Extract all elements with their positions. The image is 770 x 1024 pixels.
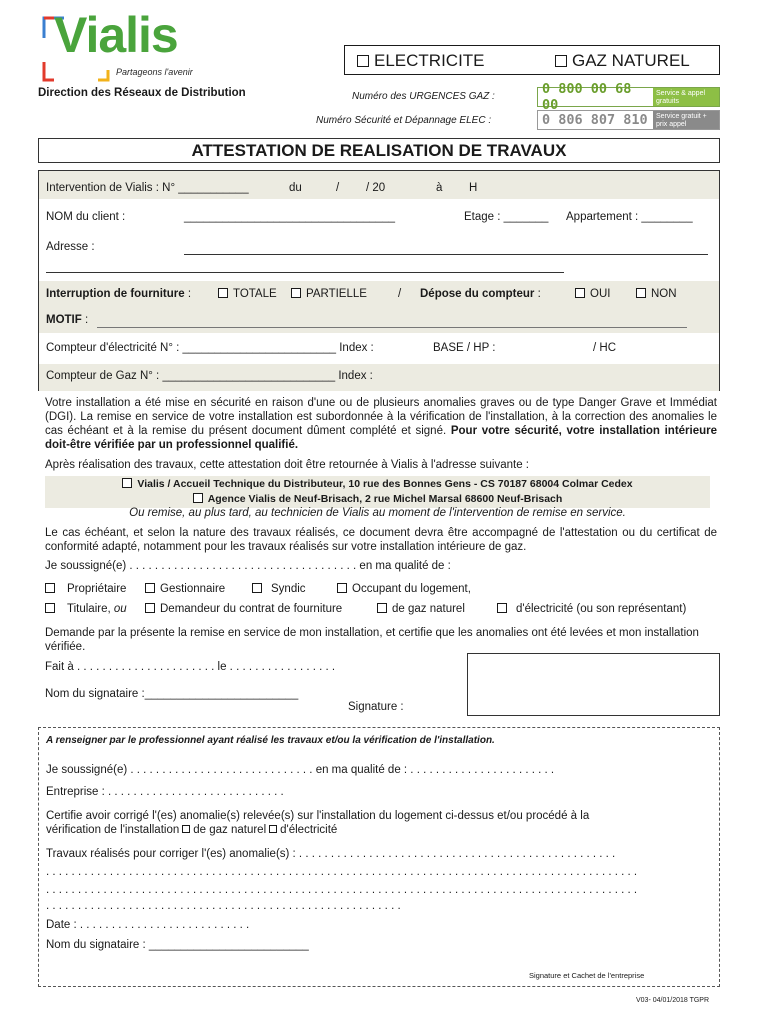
pro-entreprise-line[interactable]: Entreprise : . . . . . . . . . . . . . . . . . . . . . . . . . . . . xyxy=(46,786,284,798)
security-paragraph xyxy=(45,396,717,452)
time-h: H xyxy=(469,182,478,194)
oui-checkbox[interactable] xyxy=(575,288,585,298)
pro-dots-line-3[interactable]: . . . . . . . . . . . . . . . . . . . . . . . . . . . . . . . . . . . . . . . . . . . . . . . . . . . . . . . . xyxy=(46,900,401,912)
gestionnaire-label: Gestionnaire xyxy=(160,583,226,595)
gaz-naturel-option[interactable] xyxy=(377,603,465,615)
proprietaire-checkbox[interactable] xyxy=(45,583,55,593)
non-label: NON xyxy=(651,288,677,300)
colmar-checkbox[interactable] xyxy=(122,478,132,488)
adresse-label: Adresse : xyxy=(46,241,95,253)
pro-gaz-checkbox[interactable] xyxy=(182,825,190,833)
professional-header: A renseigner par le professionnel ayant réalisé les travaux et/ou la vérification de l'installation. xyxy=(46,735,495,746)
gaz-naturel-label: de gaz naturel xyxy=(392,603,465,615)
totale-label: TOTALE xyxy=(233,288,277,300)
compteur-gaz-field[interactable]: Compteur de Gaz N° : ___________________________ Index : xyxy=(46,370,373,382)
oui-option[interactable] xyxy=(575,288,610,300)
syndic-checkbox[interactable] xyxy=(252,583,262,593)
pro-elec-checkbox[interactable] xyxy=(269,825,277,833)
totale-checkbox[interactable] xyxy=(218,288,228,298)
demande-paragraph: Demande par la présente la remise en service de mon installation, et certifie que les anomalies ont été levées et mon installation vérifiée. xyxy=(45,627,699,653)
nom-signataire-line[interactable]: Nom du signataire :________________________ xyxy=(45,688,299,700)
depose-text: Dépose du compteur xyxy=(420,288,535,300)
demandeur-checkbox[interactable] xyxy=(145,603,155,613)
pro-nom-signataire-line[interactable]: Nom du signataire : _________________________ xyxy=(46,939,309,951)
page-title: ATTESTATION DE REALISATION DE TRAVAUX xyxy=(191,141,567,160)
pro-dots-line-2[interactable]: . . . . . . . . . . . . . . . . . . . . . . . . . . . . . . . . . . . . . . . . . . . . . . . . . . . . . . . . . . . . . . . . . . . . . . . . . . . . . . . . . . . . . . . . . . . . . xyxy=(46,884,638,896)
depose-label xyxy=(420,288,541,300)
urgences-elec-label: Numéro Sécurité et Dépannage ELEC : xyxy=(316,115,492,126)
electricite-contrat-checkbox[interactable] xyxy=(497,603,507,613)
intervention-label[interactable]: Intervention de Vialis : N° ___________ xyxy=(46,182,249,194)
date-slash-1: / xyxy=(336,182,340,194)
syndic-option[interactable] xyxy=(252,583,306,595)
gaz-option[interactable] xyxy=(555,51,690,71)
nom-client-field[interactable]: _________________________________ xyxy=(184,211,396,223)
pro-soussigne-line[interactable]: Je soussigné(e) . . . . . . . . . . . . . . . . . . . . . . . . . . . . . en ma qualité de : . . . . . . . . . . . . . . . . . . . . . . . xyxy=(46,764,555,776)
colmar-address: Vialis / Accueil Technique du Distributeur, 10 rue des Bonnes Gens - CS 70187 68004 Colmar Cedex xyxy=(137,478,633,490)
qualite-row-1 xyxy=(45,583,725,599)
adresse-field-line-2[interactable] xyxy=(46,272,564,273)
partielle-option[interactable] xyxy=(291,288,367,300)
gaz-checkbox[interactable] xyxy=(555,55,567,67)
professional-section xyxy=(38,727,720,987)
pro-gaz-label: de gaz naturel xyxy=(193,824,267,836)
occupant-option[interactable] xyxy=(337,583,471,595)
page-title-box xyxy=(38,138,720,163)
electricite-label: ELECTRICITE xyxy=(374,51,485,70)
elec-phone-number: 0 806 807 810 xyxy=(542,112,648,128)
non-checkbox[interactable] xyxy=(636,288,646,298)
security-text: Votre installation a été mise en sécurité en raison d'une ou de plusieurs anomalies graves ou de type Danger Grave et Immédiat (DGI). La remise en service de votre installation est subordonnée à la vérification de l'installation, à la correction des anomalies le cas échéant et à la remise du présent document dûment complété et signé. xyxy=(45,397,717,437)
electricite-contrat-label: d'électricité (ou son représentant) xyxy=(516,603,687,615)
titulaire-label: Titulaire, xyxy=(67,603,111,615)
pro-verification-text: vérification de l'installation xyxy=(46,824,180,836)
gaz-label: GAZ NATUREL xyxy=(572,51,690,70)
version-footer: V03- 04/01/2018 TGPR xyxy=(636,997,710,1004)
neuf-brisach-address: Agence Vialis de Neuf-Brisach, 2 rue Michel Marsal 68600 Neuf-Brisach xyxy=(207,493,563,505)
demandeur-option[interactable] xyxy=(145,603,342,615)
pro-dots-line-1[interactable]: . . . . . . . . . . . . . . . . . . . . . . . . . . . . . . . . . . . . . . . . . . . . . . . . . . . . . . . . . . . . . . . . . . . . . . . . . . . . . . . . . . . . . . . . . . . . . xyxy=(46,866,638,878)
depose-colon: : xyxy=(534,288,541,300)
vialis-logo xyxy=(40,7,220,84)
titulaire-checkbox[interactable] xyxy=(45,603,55,613)
nom-client-label: NOM du client : xyxy=(46,211,126,223)
motif-colon: : xyxy=(81,314,89,326)
appartement-field[interactable]: Appartement : ________ xyxy=(566,211,693,223)
client-signature-box[interactable] xyxy=(467,653,720,716)
gaz-phone-number: 0 800 00 68 00 xyxy=(542,81,632,113)
return-paragraph: Après réalisation des travaux, cette attestation doit être retournée à Vialis à l'adresse suivante : xyxy=(45,459,529,471)
adresse-field-line-1[interactable] xyxy=(184,254,708,255)
partielle-checkbox[interactable] xyxy=(291,288,301,298)
gestionnaire-checkbox[interactable] xyxy=(145,583,155,593)
urgences-gaz-label: Numéro des URGENCES GAZ : xyxy=(352,91,495,102)
signature-label: Signature : xyxy=(348,701,404,713)
elec-phone-tag: Service gratuit + prix appel xyxy=(653,111,719,129)
date-slash-2: / 20 xyxy=(366,182,386,194)
urgences-elec-number xyxy=(537,110,720,130)
compteur-elec-field[interactable]: Compteur d'électricité N° : ________________________ Index : xyxy=(46,342,374,354)
pro-certifie-line-1: Certifie avoir corrigé l'(es) anomalie(s) relevée(s) sur l'installation du logement ci-dessus et/ou procédé à la xyxy=(46,810,590,822)
electricite-option[interactable] xyxy=(357,51,485,71)
partielle-label: PARTIELLE xyxy=(306,288,367,300)
etage-field[interactable]: Etage : _______ xyxy=(464,211,549,223)
interruption-label: Interruption de fourniture xyxy=(46,288,185,300)
hc-label: / HC xyxy=(593,342,616,354)
occupant-label: Occupant du logement, xyxy=(352,583,471,595)
non-option[interactable] xyxy=(636,288,677,300)
occupant-checkbox[interactable] xyxy=(337,583,347,593)
return-address-box xyxy=(45,476,710,508)
return-note: Ou remise, au plus tard, au technicien de Vialis au moment de l'intervention de remise en service. xyxy=(129,507,626,519)
totale-option[interactable] xyxy=(218,288,277,300)
division-name: Direction des Réseaux de Distribution xyxy=(38,87,246,99)
gaz-phone-tag: Service & appel gratuits xyxy=(653,88,719,106)
proprietaire-option[interactable] xyxy=(45,583,126,595)
electricite-checkbox[interactable] xyxy=(357,55,369,67)
motif-field-line[interactable] xyxy=(97,327,687,328)
proprietaire-label: Propriétaire xyxy=(67,583,127,595)
logo-tagline: Partageons l'avenir xyxy=(116,67,193,77)
soussigne-line[interactable]: Je soussigné(e) . . . . . . . . . . . . . . . . . . . . . . . . . . . . . . . . . . . . en ma qualité de : xyxy=(45,560,451,572)
gaz-naturel-checkbox[interactable] xyxy=(377,603,387,613)
date-du: du xyxy=(289,182,302,194)
interruption-separator: / xyxy=(398,288,402,300)
base-hp-label: BASE / HP : xyxy=(433,342,496,354)
fait-line[interactable]: Fait à . . . . . . . . . . . . . . . . . . . . . . le . . . . . . . . . . . . . . . . . xyxy=(45,661,336,673)
qualite-row-2 xyxy=(45,603,725,619)
neuf-brisach-checkbox[interactable] xyxy=(193,493,203,503)
motif-label: MOTIF xyxy=(46,314,82,326)
security-warning: Pour votre sécurité, votre installation intérieure doit-être vérifiée par un professionnel qualifié. xyxy=(45,425,718,451)
syndic-label: Syndic xyxy=(271,583,306,595)
oui-label: OUI xyxy=(590,288,611,300)
interruption-colon: : xyxy=(184,288,192,300)
conformity-paragraph: Le cas échéant, et selon la nature des travaux réalisés, ce document devra être accompagné de l'attestation ou du certificat de conformité adapté, notamment pour les travaux réalisés sur votre installation intérieure de gaz. xyxy=(45,527,717,553)
pro-certifie-line-2 xyxy=(46,824,337,836)
urgences-gaz-number xyxy=(537,81,720,113)
time-a: à xyxy=(436,182,443,194)
demandeur-label: Demandeur du contrat de fourniture xyxy=(160,603,343,615)
pro-travaux-line[interactable]: Travaux réalisés pour corriger l'(es) anomalie(s) : . . . . . . . . . . . . . . . . . . . . . . . . . . . . . . . . . . . . . . . . . . . . . . . . . . xyxy=(46,848,616,860)
pro-date-line[interactable]: Date : . . . . . . . . . . . . . . . . . . . . . . . . . . . xyxy=(46,919,250,931)
electricite-contrat-option[interactable] xyxy=(497,603,686,615)
energy-type-box xyxy=(344,45,720,75)
pro-signature-cachet-label: Signature et Cachet de l'entreprise xyxy=(529,971,645,980)
gestionnaire-option[interactable] xyxy=(145,583,225,595)
logo-wordmark: Vialis xyxy=(54,7,178,63)
intervention-form xyxy=(38,170,720,391)
titulaire-option[interactable] xyxy=(45,603,127,615)
ou-label: ou xyxy=(113,603,127,615)
pro-elec-label: d'électricité xyxy=(280,824,338,836)
